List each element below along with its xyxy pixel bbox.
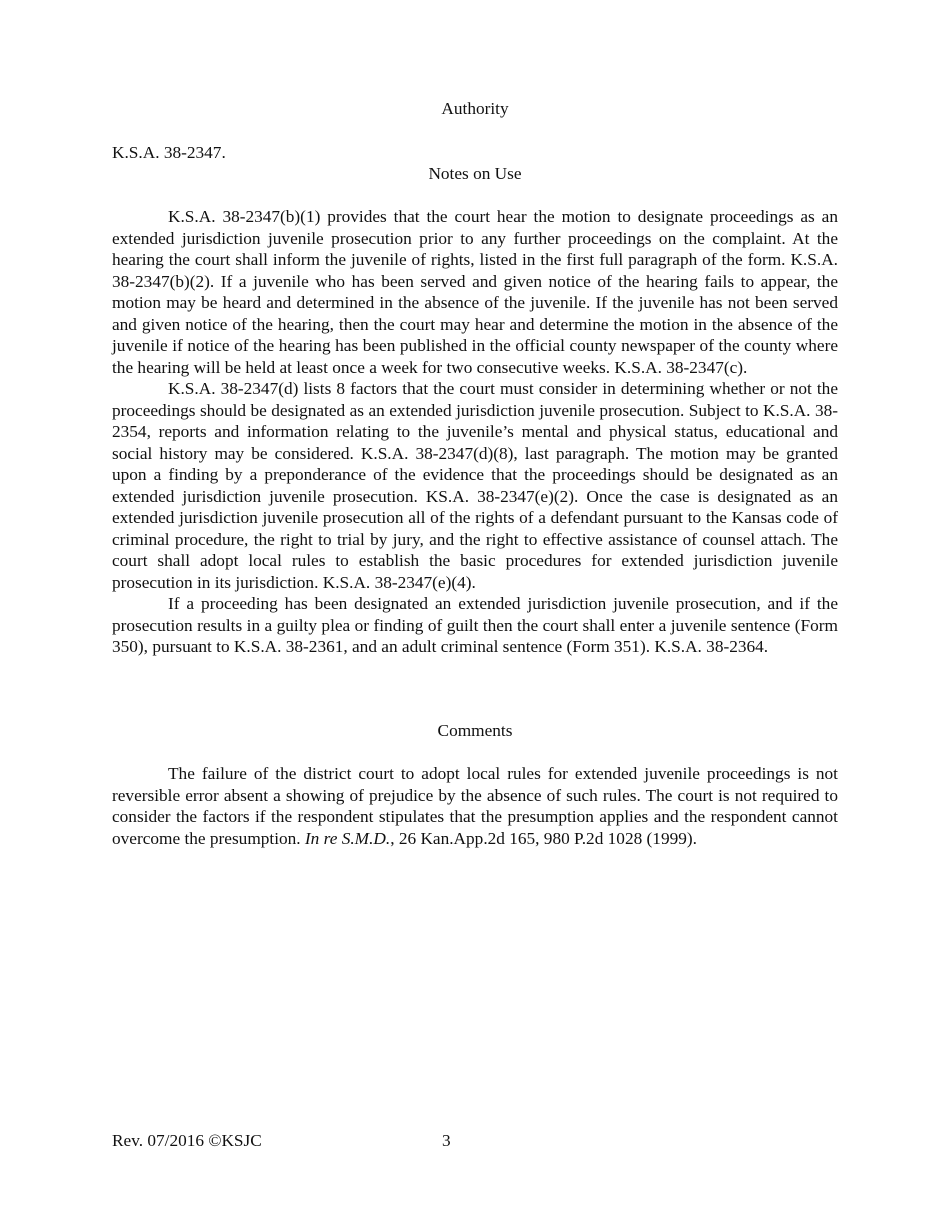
notes-on-use-heading: Notes on Use xyxy=(428,164,522,183)
comments-body xyxy=(112,763,838,849)
notes-paragraph: If a proceeding has been designated an extended jurisdiction juvenile prosecution, and if the prosecution results in a guilty plea or finding of guilt then the court shall enter a juvenile sentence (Form 350), pursuant to K.S.A. 38-2361, and an adult criminal sentence (Form 351). K.S.A. 38-2364. xyxy=(112,594,838,656)
notes-on-use-body xyxy=(112,206,838,658)
comments-text: The failure of the district court to adopt local rules for extended juvenile proceedings is not reversible error absent a showing of prejudice by the absence of such rules. The court is not required to consider the factors if the respondent stipulates that the presumption applies and the respondent cannot overcome the presumption. xyxy=(112,764,838,848)
document-page xyxy=(112,0,838,1230)
case-citation-name: In re S.M.D. xyxy=(304,828,391,848)
comments-heading: Comments xyxy=(437,721,513,740)
notes-paragraph: K.S.A. 38-2347(b)(1) provides that the court hear the motion to designate proceedings as an extended jurisdiction juvenile prosecution prior to any further proceedings on the complaint. At the hearing the court shall inform the juvenile of rights, listed in the first full paragraph of the form. K.S.A. 38-2347(b)(2). If a juvenile who has been served and given notice of the hearing fails to appear, the motion may be heard and determined in the absence of the juvenile. If the juvenile has not been served and given notice of the hearing, then the court may hear and determine the motion in the absence of the juvenile if notice of the hearing has been published in the official county newspaper of the county where the hearing will be held at least once a week for two consecutive weeks. K.S.A. 38-2347(c). xyxy=(112,207,838,377)
comments-paragraph xyxy=(112,763,838,849)
authority-heading: Authority xyxy=(441,99,509,118)
footer-revision: Rev. 07/2016 ©KSJC xyxy=(112,1131,262,1150)
notes-paragraph: K.S.A. 38-2347(d) lists 8 factors that the court must consider in determining whether or not the proceedings should be designated as an extended jurisdiction juvenile prosecution. Subject to K.S.A. 38-2354, reports and information relating to the juvenile’s mental and physical status, educational and social history may be considered. K.S.A. 38-2347(d)(8), last paragraph. The motion may be granted upon a finding by a preponderance of the evidence that the proceedings should be designated as an extended jurisdiction juvenile prosecution. KS.A. 38-2347(e)(2). Once the case is designated as an extended jurisdiction juvenile prosecution all of the rights of a defendant pursuant to the Kansas code of criminal procedure, the right to trial by jury, and the right to effective assistance of counsel attach. The court shall adopt local rules to establish the basic procedures for extended jurisdiction juvenile prosecution in its jurisdiction. K.S.A. 38-2347(e)(4). xyxy=(112,379,838,592)
case-citation-reporter: , 26 Kan.App.2d 165, 980 P.2d 1028 (1999). xyxy=(390,828,697,848)
authority-citation: K.S.A. 38-2347. xyxy=(112,143,226,162)
page-number: 3 xyxy=(442,1131,451,1150)
